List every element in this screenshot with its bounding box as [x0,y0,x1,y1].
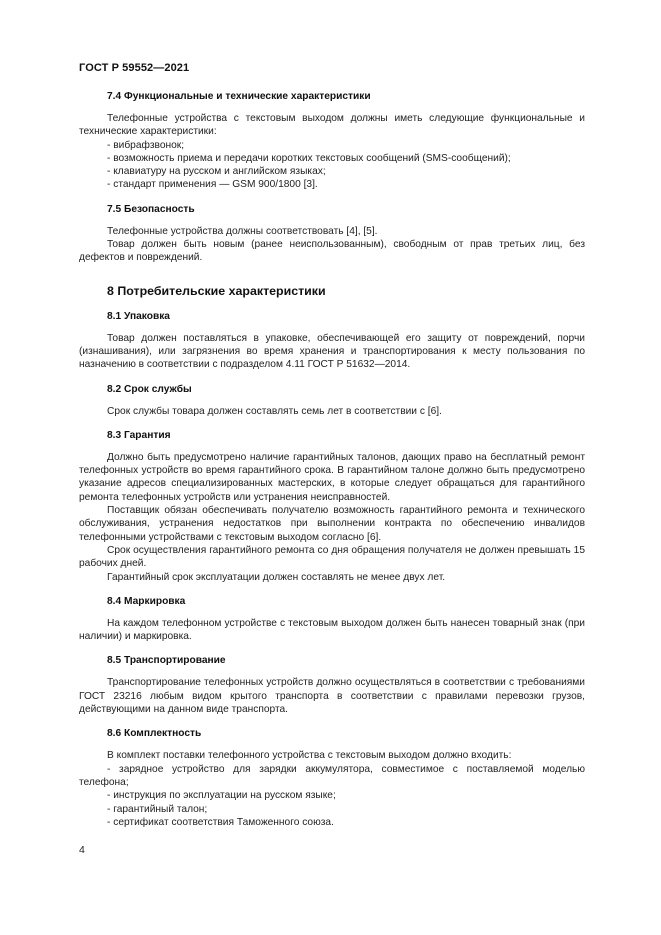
list [79,139,585,192]
paragraph: На каждом телефонном устройстве с текстовым выходом должен быть нанесен товарный знак (при наличии) и маркировка. [79,617,585,643]
list-item: - клавиатуру на русском и английском языках; [107,166,326,178]
section-8-5-title: 8.5 Транспортирование [107,655,226,667]
section-8-4-title: 8.4 Маркировка [107,595,186,607]
section-8-1 [79,310,585,372]
paragraph: Срок службы товара должен составлять семь лет в соответствии с [6]. [107,405,442,417]
paragraph: Товар должен поставляться в упаковке, обеспечивающей его защиту от повреждений, порчи (изнашивания), или загрязнения во время хранения и транспортирования к месту пользования по назначению в соответствии с подразделом 4.11 ГОСТ Р 51632—2014. [79,332,585,371]
section-8-2 [79,383,585,418]
paragraph: Срок осуществления гарантийного ремонта со дня обращения получателя не должен превышать 15 рабочих дней. [79,544,585,570]
section-8-6-title: 8.6 Комплектность [107,728,202,740]
list-item: - инструкция по эксплуатации на русском языке; [107,790,336,802]
section-8-5 [79,654,585,716]
section-8-3 [79,429,585,584]
standard-number: ГОСТ Р 59552—2021 [79,62,190,74]
section-8-1-title: 8.1 Упаковка [107,310,170,322]
paragraph: Гарантийный срок эксплуатации должен составлять не менее двух лет. [107,571,446,583]
list-item: - гарантийный талон; [107,803,208,815]
section-7-4-title: 7.4 Функциональные и технические характеристики [107,91,371,102]
section-8-4 [79,595,585,644]
paragraph: Телефонные устройства с текстовым выходом должны иметь следующие функциональные и технические характеристики: [79,113,585,138]
paragraph: Телефонные устройства должны соответствовать [4], [5]. [107,225,378,237]
list-item: - возможность приема и передачи коротких текстовых сообщений (SMS-сообщений); [107,152,511,164]
section-7-5 [79,203,585,265]
page-number: 4 [79,844,85,856]
section-7-4 [79,90,585,192]
section-8-2-title: 8.2 Срок службы [107,383,192,395]
paragraph: Товар должен быть новым (ранее неиспользованным), свободным от прав третьих лиц, без дефектов и повреждений. [79,239,585,264]
section-8-title: 8 Потребительские характеристики [107,283,326,298]
list-item: - сертификат соответствия Таможенного союза. [107,816,334,828]
list-item: - стандарт применения — GSM 900/1800 [3]. [107,179,318,191]
list-item: - вибрафзвонок; [107,139,185,151]
list [79,763,585,829]
list-item: - зарядное устройство для зарядки аккумулятора, совместимое с поставляемой моделью телефона; [79,763,585,788]
section-7-5-title: 7.5 Безопасность [107,203,195,215]
document-body [79,90,585,829]
paragraph: В комплект поставки телефонного устройства с текстовым выходом должно входить: [107,750,512,762]
paragraph: Должно быть предусмотрено наличие гарантийных талонов, дающих право на бесплатный ремонт телефонных устройств во время гарантийного срока. В гарантийном талоне должно быть предусмотрено указание адресов специализированных мастерских, в которые следует обращаться для гарантийного ремонта телефонных устройств или устранения неисправностей. [79,451,585,503]
section-8-3-title: 8.3 Гарантия [107,429,171,441]
paragraph: Поставщик обязан обеспечивать получателю возможность гарантийного ремонта и технического обслуживания, устранения недостатков при выполнении контракта по обеспечению инвалидов телефонными устройствами с текстовым выходом согласно [6]. [79,505,585,543]
section-8-6 [79,727,585,829]
paragraph: Транспортирование телефонных устройств должно осуществляться в соответствии с требованиями ГОСТ 23216 любым видом крытого транспорта в соответствии с правилами перевозки грузов, действующими на данном виде транспорта. [79,677,585,716]
